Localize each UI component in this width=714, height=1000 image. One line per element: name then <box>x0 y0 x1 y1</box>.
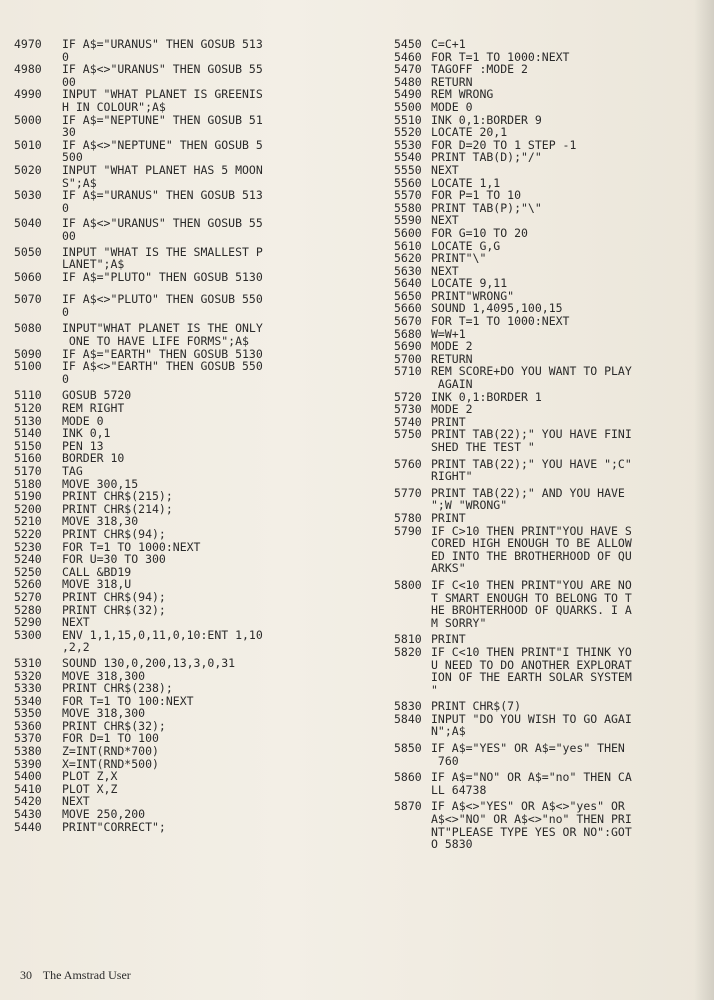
magazine-title: The Amstrad User <box>42 968 131 982</box>
line-code: FOR T=1 TO 1000:NEXT <box>62 540 201 554</box>
code-line <box>14 795 360 808</box>
code-line <box>394 227 694 240</box>
line-code: FOR D=20 TO 1 STEP -1 <box>431 138 577 152</box>
line-code: REM WRONG <box>431 88 494 101</box>
line-code: INPUT "WHAT PLANET HAS 5 MOON S";A$ <box>62 163 263 190</box>
line-code: MOVE 250,200 <box>62 808 146 821</box>
code-line <box>394 646 694 696</box>
line-number: 5000 <box>14 112 42 127</box>
line-number: 5340 <box>14 693 42 708</box>
code-line <box>394 164 694 177</box>
code-line <box>14 271 360 284</box>
line-number: 5700 <box>394 351 422 366</box>
line-code: IF A$="YES" OR A$="yes" THEN 760 <box>431 742 625 768</box>
line-code: PRINT TAB(D);"/" <box>431 151 542 164</box>
line-code: FOR G=10 TO 20 <box>431 226 528 240</box>
code-line <box>394 353 694 366</box>
code-line <box>14 695 360 708</box>
line-number: 5530 <box>394 137 422 152</box>
line-code: PRINT CHR$(215); <box>62 490 173 503</box>
code-line <box>394 51 694 64</box>
line-code: INK 0,1:BORDER 1 <box>431 390 542 404</box>
line-code: PRINT CHR$(94); <box>62 590 166 604</box>
code-line <box>394 403 694 416</box>
code-line <box>394 202 694 215</box>
line-code: PRINT TAB(22);" YOU HAVE FINI SHED THE TEST " <box>431 428 632 454</box>
line-code: PRINT TAB(22);" YOU HAVE ";C" RIGHT" <box>431 457 632 483</box>
line-number: 5140 <box>14 426 42 441</box>
line-number: 5380 <box>14 744 42 759</box>
code-line <box>14 88 360 113</box>
line-number: 5030 <box>14 188 42 203</box>
code-line <box>14 440 360 453</box>
code-line <box>394 771 694 796</box>
line-code: NEXT <box>62 795 90 809</box>
line-code: PRINT CHR$(238); <box>62 682 173 695</box>
line-code: SOUND 1,4095,100,15 <box>431 302 563 316</box>
line-code: LOCATE 9,11 <box>431 277 508 290</box>
line-code: FOR T=1 TO 100:NEXT <box>62 694 194 708</box>
line-number: 5370 <box>14 731 42 746</box>
line-number: 5290 <box>14 615 42 630</box>
line-code: X=INT(RND*500) <box>62 757 159 771</box>
line-code: PRINT CHR$(7) <box>431 700 522 713</box>
line-number: 5520 <box>394 125 422 140</box>
code-line <box>394 214 694 227</box>
code-line <box>394 151 694 164</box>
line-number: 5480 <box>394 74 422 89</box>
code-line <box>394 126 694 139</box>
line-code: BORDER 10 <box>62 452 125 465</box>
code-line <box>394 328 694 341</box>
line-code: IF A$<>"PLUTO" THEN GOSUB 550 0 <box>62 293 263 319</box>
line-number: 5810 <box>394 632 422 647</box>
code-line <box>394 487 694 512</box>
code-line <box>394 88 694 101</box>
line-number: 5410 <box>14 781 42 796</box>
code-line <box>394 525 694 575</box>
line-code: MODE 2 <box>431 403 473 416</box>
line-code: MOVE 318,300 <box>62 707 146 720</box>
line-code: PRINT <box>431 633 466 646</box>
code-line <box>14 657 360 670</box>
code-line <box>14 63 360 88</box>
line-number: 5870 <box>394 799 422 814</box>
line-code: INK 0,1 <box>62 427 111 440</box>
code-line <box>394 252 694 265</box>
line-number: 5690 <box>394 339 422 354</box>
line-code: NEXT <box>431 163 459 177</box>
line-code: LOCATE 20,1 <box>431 126 508 139</box>
code-line <box>14 189 360 214</box>
code-line <box>394 265 694 278</box>
line-code: MODE 0 <box>431 100 473 114</box>
line-number: 5500 <box>394 99 422 114</box>
code-line <box>394 340 694 353</box>
line-number: 5670 <box>394 314 422 329</box>
line-number: 5060 <box>14 269 42 284</box>
code-line <box>14 541 360 554</box>
code-line <box>14 293 360 318</box>
code-line <box>14 38 360 63</box>
line-code: PRINT <box>431 415 466 429</box>
listing-column-left <box>14 38 360 833</box>
code-line <box>14 682 360 695</box>
code-line <box>394 365 694 390</box>
code-line <box>14 402 360 415</box>
line-code: ENV 1,1,15,0,11,0,10:ENT 1,10 ,2,2 <box>62 628 263 654</box>
line-number: 5250 <box>14 564 42 579</box>
line-number: 5360 <box>14 718 42 733</box>
line-number: 4990 <box>14 87 42 102</box>
line-number: 5450 <box>394 37 422 51</box>
line-code: CALL &BD19 <box>62 565 132 579</box>
line-number: 5400 <box>14 769 42 784</box>
code-line <box>14 720 360 733</box>
line-number: 5120 <box>14 401 42 416</box>
line-code: PRINT CHR$(214); <box>62 502 173 516</box>
line-code: IF A$="NO" OR A$="no" THEN CA LL 64738 <box>431 771 632 797</box>
line-number: 4970 <box>14 37 42 51</box>
line-code: PLOT Z,X <box>62 770 118 783</box>
code-line <box>14 578 360 591</box>
line-code: INPUT "WHAT IS THE SMALLEST P LANET";A$ <box>62 245 263 271</box>
line-number: 5560 <box>394 175 422 190</box>
line-code: SOUND 130,0,200,13,3,0,31 <box>62 656 236 670</box>
code-line <box>394 633 694 646</box>
line-number: 5440 <box>14 819 42 834</box>
code-line <box>14 415 360 428</box>
line-number: 5200 <box>14 501 42 516</box>
code-line <box>394 76 694 89</box>
line-code: IF A$="EARTH" THEN GOSUB 5130 <box>62 347 263 361</box>
line-number: 5170 <box>14 464 42 478</box>
line-number: 5310 <box>14 655 42 670</box>
line-number: 5710 <box>394 364 422 379</box>
line-number: 5540 <box>394 150 422 165</box>
line-code: INPUT"WHAT PLANET IS THE ONLY ONE TO HAVE LIFE FORMS";A$ <box>62 322 263 348</box>
line-number: 5620 <box>394 251 422 266</box>
code-line <box>14 770 360 783</box>
line-number: 5510 <box>394 112 422 127</box>
line-number: 5320 <box>14 668 42 683</box>
line-code: MOVE 300,15 <box>62 477 139 491</box>
code-line <box>394 416 694 429</box>
line-number: 5080 <box>14 321 42 336</box>
line-number: 5730 <box>394 402 422 417</box>
line-code: FOR T=1 TO 1000:NEXT <box>431 50 570 64</box>
code-line <box>14 348 360 361</box>
line-number: 5790 <box>394 523 422 538</box>
code-line <box>394 579 694 629</box>
code-line <box>14 427 360 440</box>
line-number: 5660 <box>394 301 422 316</box>
line-number: 5350 <box>14 706 42 721</box>
code-line <box>394 742 694 767</box>
line-number: 5740 <box>394 414 422 429</box>
line-code: PRINT TAB(P);"\" <box>431 201 542 215</box>
line-number: 5070 <box>14 292 42 307</box>
line-number: 5570 <box>394 188 422 203</box>
code-line <box>14 114 360 139</box>
line-number: 5150 <box>14 438 42 453</box>
line-number: 5130 <box>14 413 42 428</box>
code-line <box>14 629 360 654</box>
line-code: REM SCORE+DO YOU WANT TO PLAY AGAIN <box>431 365 632 391</box>
code-line <box>14 732 360 745</box>
code-line <box>14 139 360 164</box>
line-number: 5010 <box>14 137 42 152</box>
line-code: FOR P=1 TO 10 <box>431 189 522 202</box>
code-line <box>394 139 694 152</box>
line-number: 5220 <box>14 526 42 541</box>
line-number: 5110 <box>14 388 42 403</box>
line-number: 5330 <box>14 681 42 696</box>
code-line <box>14 821 360 834</box>
line-code: IF A$<>"URANUS" THEN GOSUB 55 00 <box>62 217 263 243</box>
line-code: TAGOFF :MODE 2 <box>431 63 528 76</box>
line-number: 5760 <box>394 456 422 471</box>
code-line <box>14 465 360 478</box>
line-code: IF C<10 THEN PRINT"I THINK YO U NEED TO DO ANOTHER EXPLORAT ION OF THE EARTH SOLAR SYSTEM " <box>431 645 632 697</box>
code-line <box>14 360 360 385</box>
line-code: PRINT CHR$(32); <box>62 603 166 617</box>
line-code: PRINT"WRONG" <box>431 289 515 303</box>
line-code: PRINT"CORRECT"; <box>62 820 166 834</box>
code-line <box>14 515 360 528</box>
line-number: 5460 <box>394 49 422 64</box>
line-number: 4980 <box>14 62 42 77</box>
code-line <box>394 391 694 404</box>
line-code: Z=INT(RND*700) <box>62 745 159 758</box>
line-number: 5240 <box>14 552 42 567</box>
line-code: INPUT "WHAT PLANET IS GREENIS H IN COLOUR";A$ <box>62 88 263 114</box>
line-code: NEXT <box>431 264 459 278</box>
line-code: IF A$<>"NEPTUNE" THEN GOSUB 5 500 <box>62 138 263 164</box>
line-code: FOR D=1 TO 100 <box>62 732 159 746</box>
line-code: PRINT"\" <box>431 252 487 265</box>
line-code: W=W+1 <box>431 327 466 341</box>
line-code: MOVE 318,U <box>62 578 132 591</box>
line-number: 5090 <box>14 346 42 361</box>
line-code: REM RIGHT <box>62 402 125 415</box>
line-code: IF A$<>"URANUS" THEN GOSUB 55 00 <box>62 63 263 89</box>
line-number: 5860 <box>394 770 422 785</box>
line-number: 5040 <box>14 216 42 231</box>
code-line <box>394 315 694 328</box>
line-number: 5210 <box>14 514 42 529</box>
code-line <box>394 713 694 738</box>
line-number: 5190 <box>14 489 42 504</box>
line-code: LOCATE G,G <box>431 239 501 253</box>
line-code: PRINT TAB(22);" AND YOU HAVE ";W "WRONG" <box>431 486 625 512</box>
line-number: 5160 <box>14 451 42 466</box>
code-line <box>14 528 360 541</box>
line-code: PRINT CHR$(32); <box>62 719 166 733</box>
line-code: IF A$<>"EARTH" THEN GOSUB 550 0 <box>62 360 263 386</box>
code-line <box>394 700 694 713</box>
line-number: 5180 <box>14 476 42 491</box>
line-number: 5580 <box>394 200 422 215</box>
line-code: GOSUB 5720 <box>62 389 132 403</box>
code-line <box>394 240 694 253</box>
code-line <box>14 322 360 347</box>
page-number: 30 <box>20 968 32 982</box>
code-line <box>14 452 360 465</box>
line-code: MODE 2 <box>431 340 473 353</box>
line-code: INK 0,1:BORDER 9 <box>431 113 542 127</box>
code-line <box>394 63 694 76</box>
line-code: IF C>10 THEN PRINT"YOU HAVE S CORED HIGH ENOUGH TO BE ALLOW ED INTO THE BROTHERHOOD OF QU ARKS" <box>431 524 632 575</box>
page-gutter-shadow <box>694 0 714 1000</box>
code-line <box>14 616 360 629</box>
page-footer <box>20 968 131 983</box>
code-line <box>14 553 360 566</box>
code-line <box>14 217 360 242</box>
line-code: PLOT X,Z <box>62 782 118 796</box>
line-number: 5600 <box>394 225 422 240</box>
code-line <box>394 290 694 303</box>
line-number: 5260 <box>14 577 42 592</box>
listing-column-right <box>394 38 694 851</box>
line-number: 5390 <box>14 756 42 771</box>
line-number: 5720 <box>394 389 422 404</box>
line-code: FOR U=30 TO 300 <box>62 553 166 566</box>
line-code: PEN 13 <box>62 439 104 453</box>
code-line <box>14 745 360 758</box>
line-number: 5280 <box>14 602 42 617</box>
line-number: 5680 <box>394 326 422 341</box>
line-code: MODE 0 <box>62 414 104 428</box>
code-line <box>14 490 360 503</box>
line-number: 5470 <box>394 62 422 77</box>
line-number: 5230 <box>14 539 42 554</box>
line-code: IF A$<>"YES" OR A$<>"yes" OR A$<>"NO" OR A$<>"no" THEN PRI NT"PLEASE TYPE YES OR NO":GOT O 5830 <box>431 800 632 851</box>
line-number: 5630 <box>394 263 422 278</box>
line-code: INPUT "DO YOU WISH TO GO AGAI N";A$ <box>431 712 632 739</box>
code-line <box>394 177 694 190</box>
line-code: IF C<10 THEN PRINT"YOU ARE NO T SMART ENOUGH TO BELONG TO T HE BROHTERHOOD OF QUARKS. I A M SORRY" <box>431 578 632 630</box>
line-number: 5830 <box>394 699 422 714</box>
code-line <box>14 707 360 720</box>
line-code: TAG <box>62 465 83 478</box>
code-line <box>394 428 694 453</box>
line-number: 5850 <box>394 741 422 756</box>
line-code: IF A$="PLUTO" THEN GOSUB 5130 <box>62 270 263 284</box>
line-code: FOR T=1 TO 1000:NEXT <box>431 315 570 328</box>
line-number: 5270 <box>14 589 42 604</box>
line-number: 5770 <box>394 485 422 500</box>
line-number: 5780 <box>394 510 422 525</box>
line-code: PRINT <box>431 511 466 525</box>
line-number: 5590 <box>394 213 422 228</box>
line-number: 5300 <box>14 627 42 642</box>
code-line <box>394 38 694 51</box>
code-line <box>14 389 360 402</box>
line-number: 5640 <box>394 276 422 291</box>
code-line <box>394 277 694 290</box>
code-line <box>394 302 694 315</box>
code-line <box>394 458 694 483</box>
code-line <box>394 512 694 525</box>
code-line <box>14 246 360 271</box>
code-line <box>394 101 694 114</box>
code-line <box>394 114 694 127</box>
line-number: 5840 <box>394 711 422 726</box>
line-number: 5750 <box>394 427 422 442</box>
code-line <box>394 189 694 202</box>
line-code: MOVE 318,300 <box>62 669 146 683</box>
line-code: IF A$="NEPTUNE" THEN GOSUB 51 30 <box>62 113 263 139</box>
code-line <box>394 800 694 850</box>
code-line <box>14 478 360 491</box>
line-code: IF A$="URANUS" THEN GOSUB 513 0 <box>62 189 263 215</box>
line-code: NEXT <box>431 214 459 227</box>
code-line <box>14 783 360 796</box>
code-line <box>14 604 360 617</box>
line-number: 5800 <box>394 577 422 592</box>
line-code: IF A$="URANUS" THEN GOSUB 513 0 <box>62 38 263 64</box>
code-line <box>14 670 360 683</box>
line-number: 5430 <box>14 807 42 822</box>
line-number: 5420 <box>14 794 42 809</box>
line-number: 5100 <box>14 359 42 374</box>
line-code: PRINT CHR$(94); <box>62 527 166 541</box>
code-line <box>14 758 360 771</box>
line-code: RETURN <box>431 75 473 89</box>
line-number: 5050 <box>14 244 42 259</box>
line-number: 5490 <box>394 87 422 102</box>
line-code: MOVE 318,30 <box>62 515 139 528</box>
line-number: 5650 <box>394 288 422 303</box>
line-code: NEXT <box>62 616 90 629</box>
line-number: 5550 <box>394 162 422 177</box>
code-line <box>14 808 360 821</box>
code-line <box>14 591 360 604</box>
line-code: C=C+1 <box>431 38 466 51</box>
line-code: RETURN <box>431 352 473 366</box>
line-code: LOCATE 1,1 <box>431 176 501 190</box>
line-number: 5020 <box>14 162 42 177</box>
code-line <box>14 566 360 579</box>
code-line <box>14 164 360 189</box>
code-line <box>14 503 360 516</box>
line-number: 5610 <box>394 238 422 253</box>
line-number: 5820 <box>394 644 422 659</box>
